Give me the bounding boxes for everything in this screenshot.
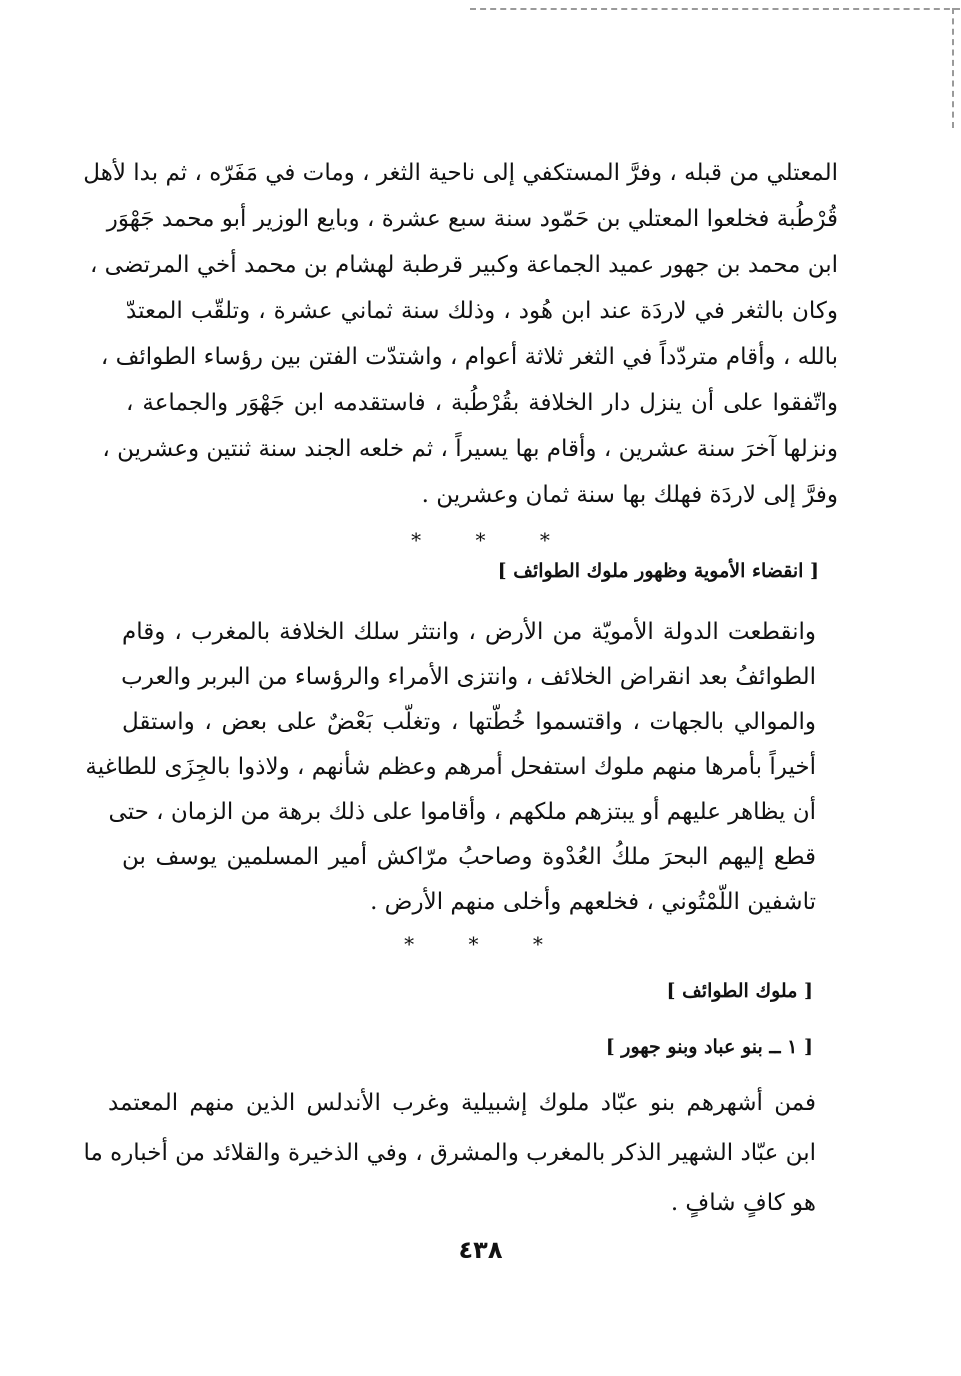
section-heading: [ انقضاء الأموية وظهور ملوك الطوائف ] (497, 560, 819, 582)
text-line: وفرَّ إلى لاردَة فهلك بها سنة ثمان وعشرين . (421, 482, 838, 508)
text-line: قُرْطُبة فخلعوا المعتلي بن حَمّود سنة سبع عشرة ، وبايع الوزير أبو محمد جَهْوَر (106, 206, 838, 232)
text-line: أن يظاهر عليهم أو يبتزهم ملكهم ، وأقاموا على ذلك برهة من الزمان ، حتى (108, 799, 816, 825)
text-line: ونزلها آخرَ سنة عشرين ، وأقام بها يسيراً ، ثم خلعه الجند سنة ثنتين وعشرين ، (102, 436, 838, 462)
text-line: وكان بالثغر في لاردَة عند ابن هُود ، وذلك سنة ثماني عشرة ، وتلقّب المعتدّ (126, 298, 838, 324)
scan-edge-right (952, 8, 954, 128)
page-number: ٤٣٨ (458, 1236, 503, 1264)
scan-edge-top (470, 8, 960, 10)
text-line: بالله ، وأقام متردّداً في الثغر ثلاثة أعوام ، واشتدّت الفتن بين رؤساء الطوائف ، (100, 344, 838, 370)
section-separator: * * * (404, 932, 567, 956)
text-line: هو كافٍ شافٍ . (670, 1190, 816, 1216)
text-line: واتّفقوا على أن ينزل دار الخلافة بقُرْطُبة ، فاستقدمه ابن جَهْوَر والجماعة ، (126, 390, 838, 416)
paragraph-2 (85, 610, 816, 925)
text-line: والموالي بالجهات ، واقتسموا خُطّتها ، وتغلّب بَعْضٌ على بعض ، واستقل (122, 709, 816, 735)
text-line: وانقطعت الدولة الأمويّة من الأرض ، وانتثر سلك الخلافة بالمغرب ، وقام (122, 619, 816, 645)
text-line: ابن محمد بن جهور عميد الجماعة وكبير قرطبة لهشام بن محمد أخي المرتضى ، (89, 252, 838, 278)
subsection-heading: [ ١ ــ بنو عباد وبنو جهور ] (605, 1036, 813, 1058)
text-line: ابن عبّاد الشهير الذكر بالمغرب والمشرق ، وفي الذخيرة والقلائد من أخباره ما (83, 1140, 816, 1166)
text-line: تاشفين اللّمْتُوني ، فخلعهم وأخلى منهم الأرض . (370, 889, 816, 915)
paragraph-3 (83, 1078, 816, 1228)
paragraph-1 (83, 150, 838, 518)
text-line: فمن أشهرهم بنو عبّاد ملوك إشبيلية وغرب الأندلس الذين منهم المعتمد (108, 1090, 816, 1116)
text-line: أخيراً بأمرها منهم ملوك استفحل أمرهم وعظم شأنهم ، ولاذوا بالجِزَى للطاغية (85, 754, 816, 780)
section-separator: * * * (411, 528, 574, 552)
section-heading: [ ملوك الطوائف ] (666, 980, 813, 1002)
text-line: المعتلي من قبله ، وفرَّ المستكفي إلى ناحية الثغر ، ومات في مَفَرّه ، ثم بدا لأهل (83, 160, 838, 186)
text-line: قطع إليهم البحرَ ملكُ العُدْوة وصاحبُ مرّاكش أمير المسلمين يوسف بن (122, 844, 816, 870)
text-line: الطوائفُ بعد انقراض الخلائف ، وانتزى الأمراء والرؤساء من البربر والعرب (121, 664, 816, 690)
